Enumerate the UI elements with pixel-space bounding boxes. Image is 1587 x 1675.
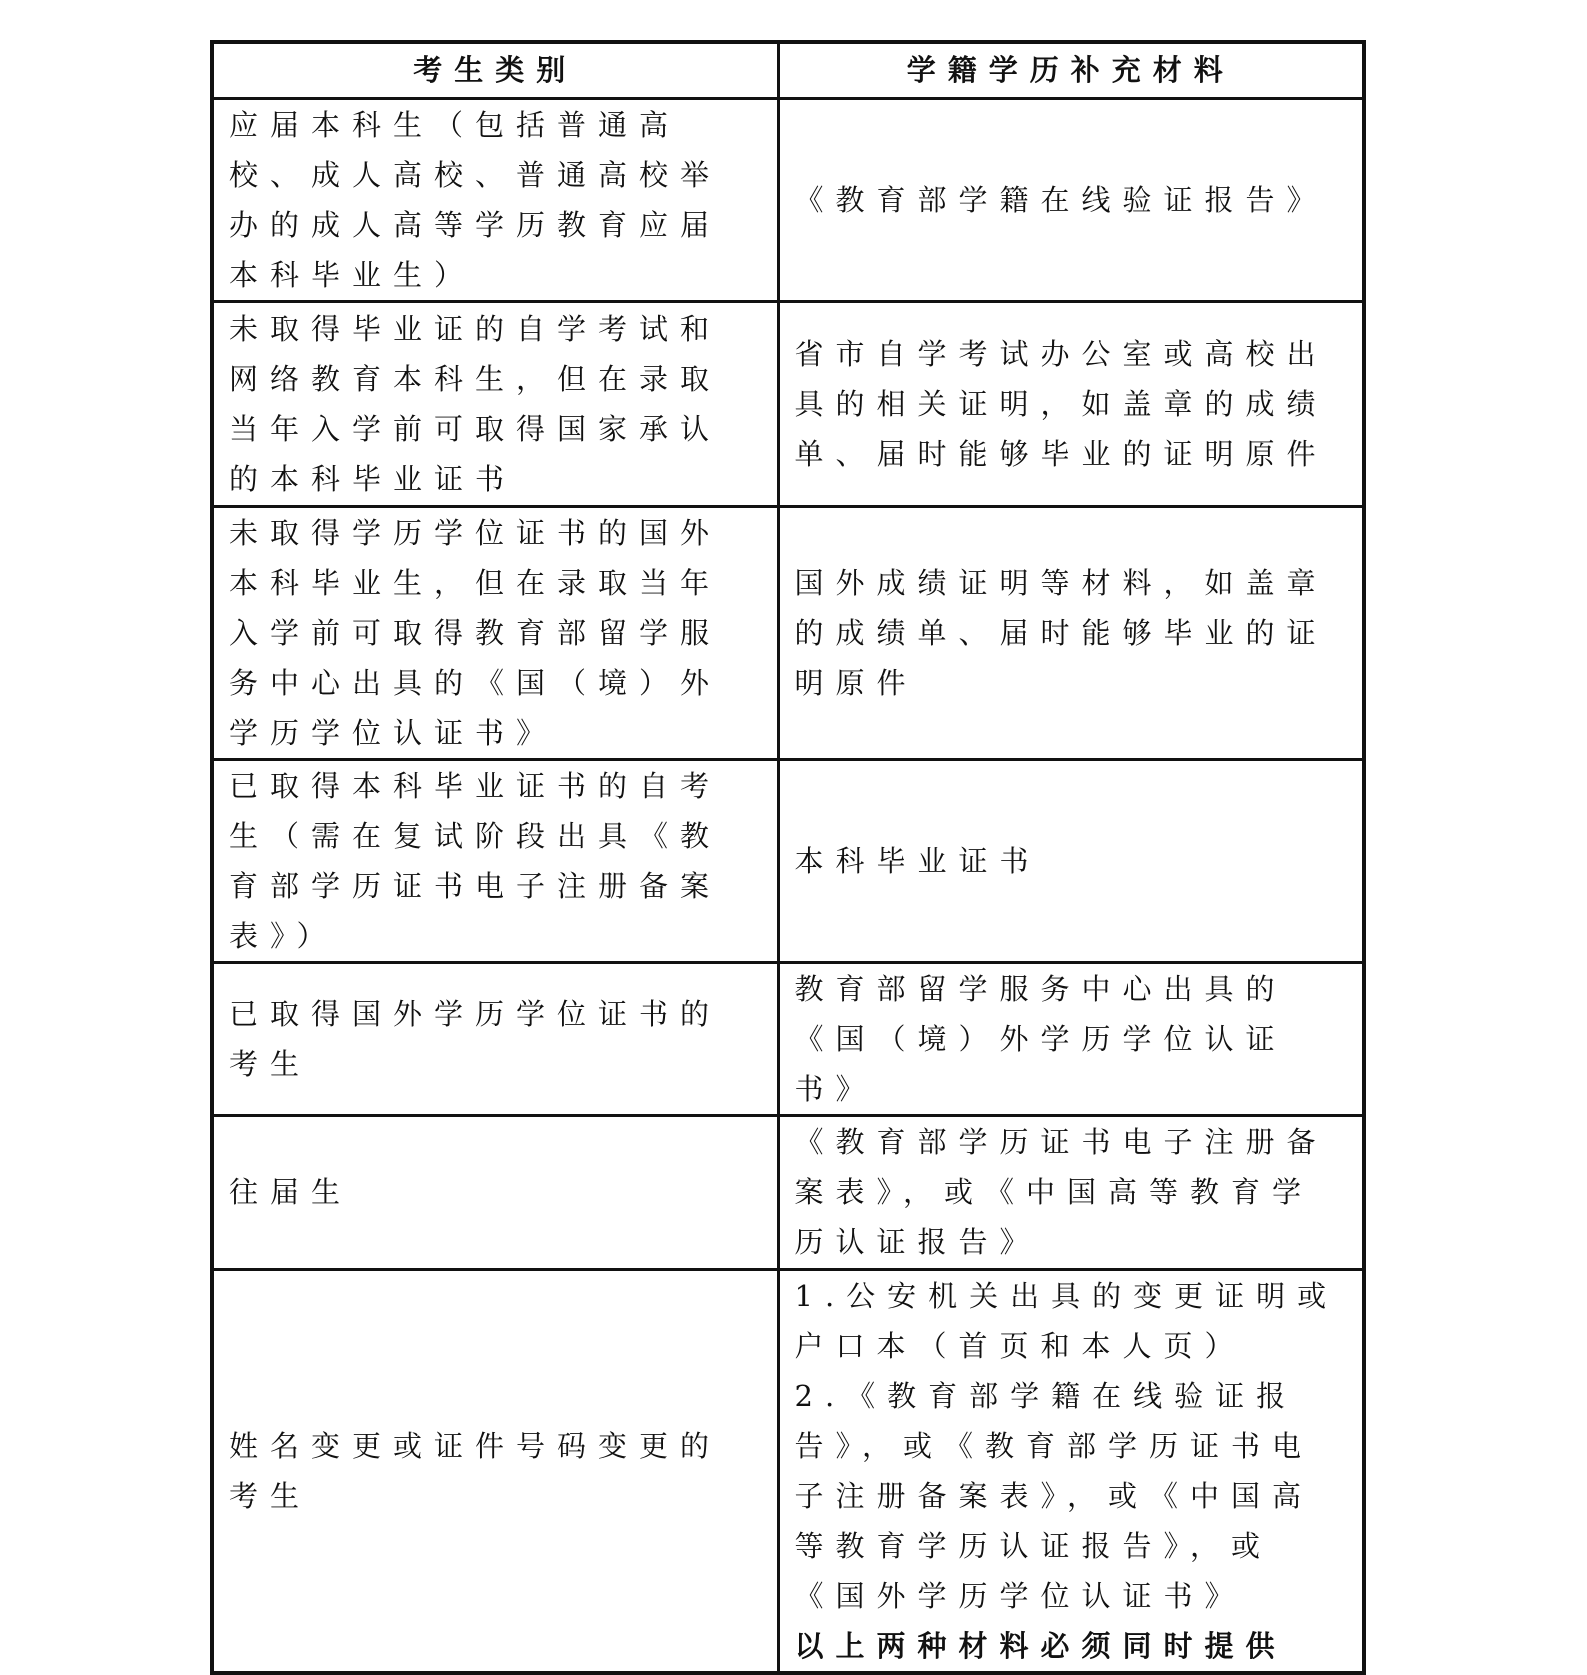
materials-cell: 本科毕业证书 [778, 759, 1364, 962]
header-category: 考生类别 [212, 42, 778, 98]
category-cell: 往届生 [212, 1115, 778, 1269]
table-row [212, 1115, 1364, 1269]
materials-cell: 《教育部学历证书电子注册备案表》，或《中国高等教育学历认证报告》 [778, 1115, 1364, 1269]
materials-cell: 省市自学考试办公室或高校出具的相关证明，如盖章的成绩单、届时能够毕业的证明原件 [778, 301, 1364, 506]
materials-item-1: 1.公安机关出具的变更证明或户口本（首页和本人页） [794, 1278, 1339, 1363]
materials-note: 以上两种材料必须同时提供 [794, 1628, 1287, 1663]
table-row [212, 1269, 1364, 1673]
header-materials: 学籍学历补充材料 [778, 42, 1364, 98]
table-row [212, 98, 1364, 301]
materials-item-2: 2.《教育部学籍在线验证报告》，或《教育部学历证书电子注册备案表》，或《中国高等教育学历认证报告》，或《国外学历学位认证书》 [794, 1378, 1314, 1613]
table-row [212, 301, 1364, 506]
category-cell: 已取得国外学历学位证书的考生 [212, 962, 778, 1115]
table-row [212, 962, 1364, 1115]
table-row [212, 506, 1364, 759]
category-cell: 姓名变更或证件号码变更的考生 [212, 1269, 778, 1673]
materials-cell: 教育部留学服务中心出具的《国（境）外学历学位认证书》 [778, 962, 1364, 1115]
category-cell: 未取得毕业证的自学考试和网络教育本科生，但在录取当年入学前可取得国家承认的本科毕业证书 [212, 301, 778, 506]
category-cell: 应届本科生（包括普通高校、成人高校、普通高校举办的成人高等学历教育应届本科毕业生） [212, 98, 778, 301]
supplementary-materials-table [210, 40, 1366, 1675]
materials-cell: 《教育部学籍在线验证报告》 [778, 98, 1364, 301]
category-cell: 未取得学历学位证书的国外本科毕业生，但在录取当年入学前可取得教育部留学服务中心出具的《国（境）外学历学位认证书》 [212, 506, 778, 759]
materials-cell: 国外成绩证明等材料，如盖章的成绩单、届时能够毕业的证明原件 [778, 506, 1364, 759]
category-cell: 已取得本科毕业证书的自考生（需在复试阶段出具《教育部学历证书电子注册备案表》） [212, 759, 778, 962]
table-row [212, 759, 1364, 962]
materials-cell [778, 1269, 1364, 1673]
table-header-row [212, 42, 1364, 98]
